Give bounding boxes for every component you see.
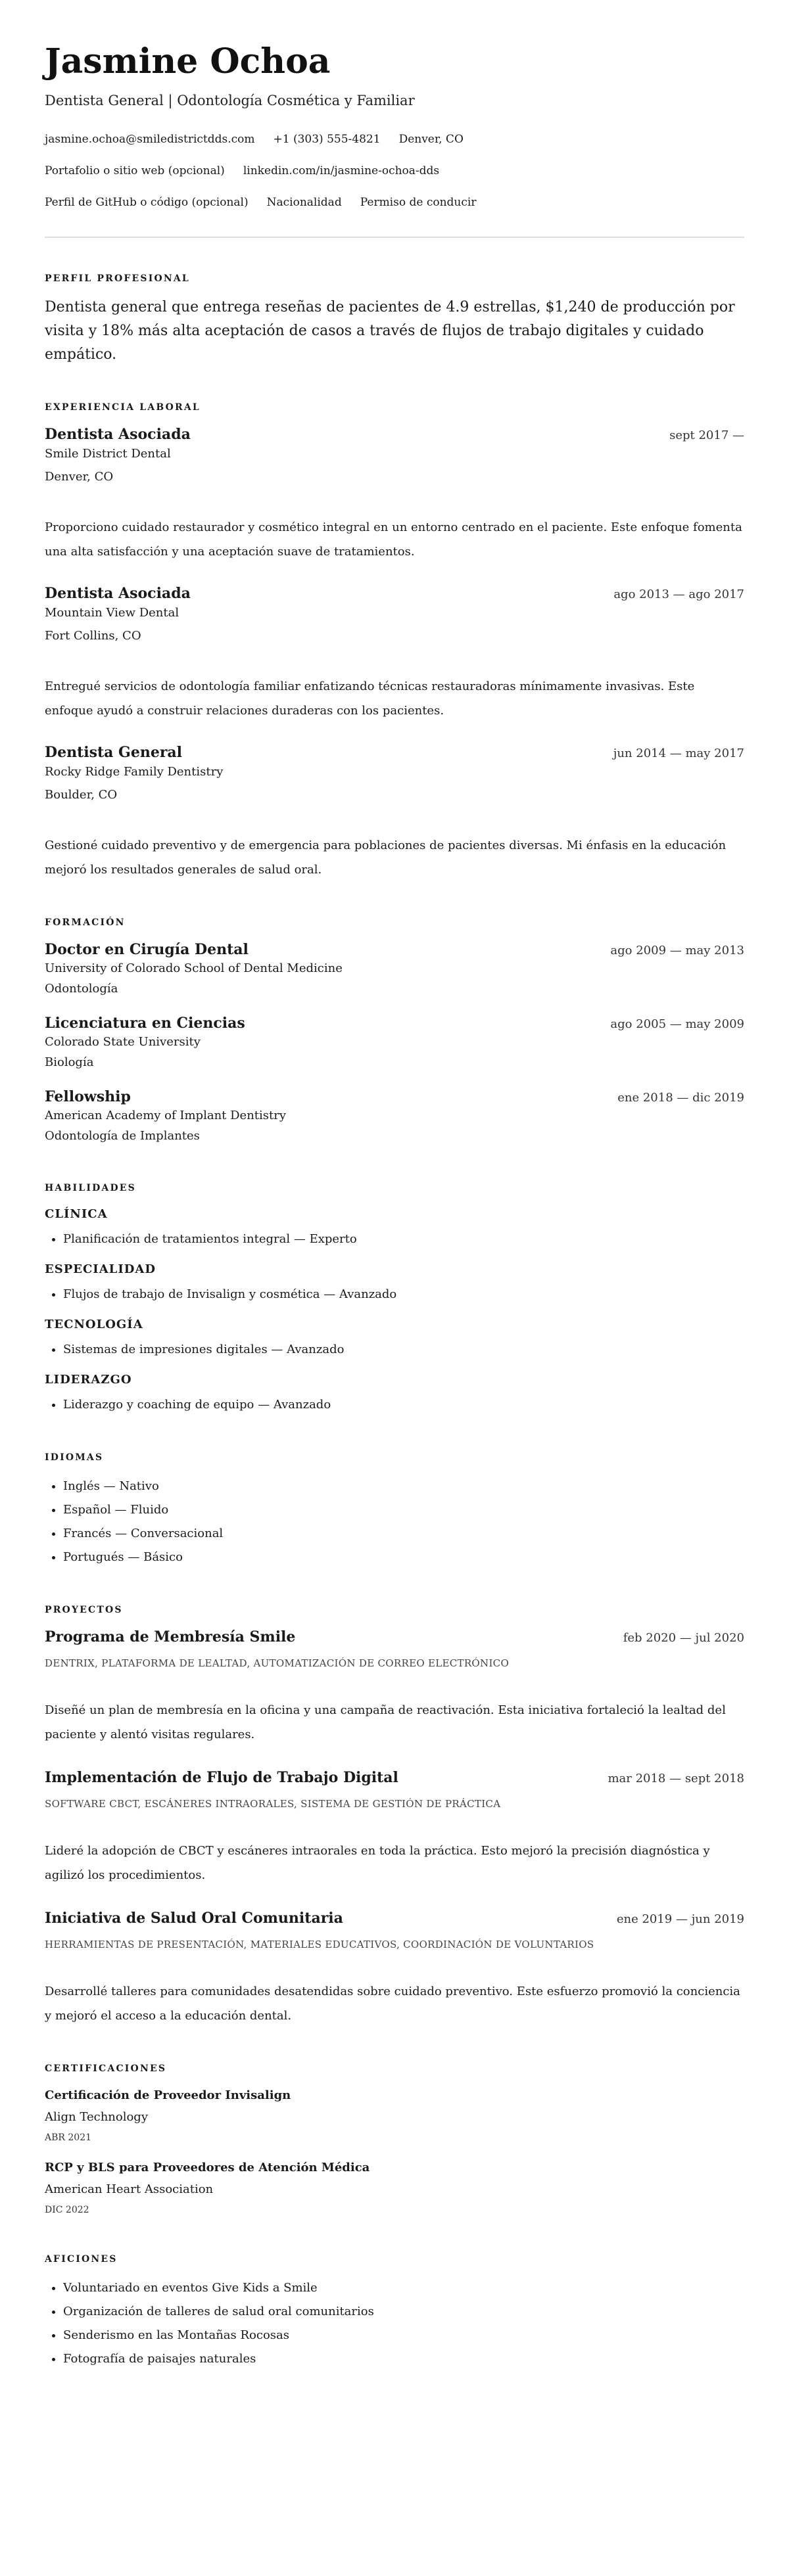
project-title: Programa de Membresía Smile: [45, 1628, 296, 1645]
education-header: [45, 1013, 744, 1033]
language-item: • Inglés — Nativo: [63, 1475, 744, 1498]
contact-link[interactable]: jasmine.ochoa@smiledistrictdds.com: [45, 133, 255, 146]
project-description: Desarrollé talleres para comunidades desatendidas sobre cuidado preventivo. Este esfuerzo promovió la conciencia y mejoró el acceso a la educación dental.: [45, 1985, 740, 2023]
certification-entry: [45, 2158, 744, 2219]
candidate-name: Jasmine Ochoa: [45, 41, 331, 81]
project-dates: feb 2020 — jul 2020: [623, 1631, 744, 1645]
school-name: University of Colorado School of Dental Medicine: [45, 961, 343, 975]
section-heading: FORMACIÓN: [45, 917, 126, 928]
summary-text: Dentista general que entrega reseñas de pacientes de 4.9 estrellas, $1,240 de producción por visita y 18% más alta aceptación de casos a través de flujos de trabajo digitales y cuidado empático.: [45, 299, 735, 363]
contact-link[interactable]: Perfil de GitHub o código (opcional): [45, 196, 249, 209]
contact-row: [45, 124, 744, 155]
candidate-headline: Dentista General | Odontología Cosmética y Familiar: [45, 93, 415, 108]
job-header: [45, 425, 744, 444]
job-header: [45, 743, 744, 762]
contact-link[interactable]: Portafolio o sitio web (opcional): [45, 164, 225, 177]
job-location: Denver, CO: [45, 470, 114, 484]
section-heading: IDIOMAS: [45, 1452, 104, 1463]
education-entry: [45, 940, 744, 1000]
skill-item: • Planificación de tratamientos integral — Experto: [63, 1228, 744, 1251]
education-dates: ene 2018 — dic 2019: [617, 1091, 744, 1105]
field-of-study: Odontología de Implantes: [45, 1129, 200, 1143]
hobbies-list: [45, 2276, 744, 2371]
job-description: Entregué servicios de odontología familiar enfatizando técnicas restauradoras mínimamente invasivas. Este enfoque ayudó a construir relaciones duraderas con los pacientes.: [45, 679, 695, 718]
job-company: Smile District Dental: [45, 447, 171, 461]
hobby-item: • Senderismo en las Montañas Rocosas: [63, 2324, 744, 2347]
job-company: Mountain View Dental: [45, 606, 179, 620]
skill-items: [45, 1338, 744, 1362]
job-dates: ago 2013 — ago 2017: [613, 587, 744, 601]
project-header: [45, 1768, 744, 1787]
degree-title: Fellowship: [45, 1088, 131, 1105]
project-entry: [45, 1908, 744, 2028]
project-dates: ene 2019 — jun 2019: [616, 1912, 744, 1926]
contact-item: Nacionalidad: [266, 196, 342, 209]
certification-title: Certificación de Proveedor Invisalign: [45, 2088, 291, 2102]
job-company: Rocky Ridge Family Dentistry: [45, 765, 224, 779]
skill-item: • Sistemas de impresiones digitales — Avanzado: [63, 1338, 744, 1362]
projects-section: [45, 1603, 744, 2028]
certification-issuer: Align Technology: [45, 2110, 148, 2124]
education-header: [45, 1087, 744, 1107]
contact-item: Permiso de conducir: [360, 196, 477, 209]
job-dates: sept 2017 —: [669, 428, 744, 442]
certifications-section: [45, 2062, 744, 2219]
skills-section: [45, 1182, 744, 1417]
education-dates: ago 2005 — may 2009: [610, 1017, 744, 1031]
education-entry: [45, 1013, 744, 1074]
experience-list: [45, 425, 744, 882]
skill-category: CLÍNICA: [45, 1207, 108, 1221]
languages-section: [45, 1451, 744, 1569]
project-title: Iniciativa de Salud Oral Comunitaria: [45, 1910, 343, 1927]
section-heading: PERFIL PROFESIONAL: [45, 273, 190, 284]
section-heading: CERTIFICACIONES: [45, 2063, 167, 2074]
contact-info: [45, 124, 744, 218]
projects-list: [45, 1627, 744, 2028]
experience-section: [45, 401, 744, 882]
skills-list: [45, 1205, 744, 1417]
skill-items: [45, 1393, 744, 1417]
project-technologies: HERRAMIENTAS DE PRESENTACIÓN, MATERIALES EDUCATIVOS, COORDINACIÓN DE VOLUNTARIOS: [45, 1939, 594, 1950]
skill-category: LIDERAZGO: [45, 1373, 132, 1387]
job-location: Fort Collins, CO: [45, 629, 141, 643]
education-section: [45, 916, 744, 1147]
resume-header: [45, 41, 744, 218]
skill-category: ESPECIALIDAD: [45, 1262, 156, 1276]
job-location: Boulder, CO: [45, 788, 118, 802]
job-title: Dentista Asociada: [45, 585, 191, 602]
languages-list: [45, 1475, 744, 1569]
education-entry: [45, 1087, 744, 1147]
section-heading: HABILIDADES: [45, 1183, 136, 1193]
project-entry: [45, 1627, 744, 1747]
field-of-study: Odontología: [45, 982, 118, 996]
contact-link[interactable]: linkedin.com/in/jasmine-ochoa-dds: [243, 164, 440, 177]
job-entry: [45, 584, 744, 723]
header-divider: [45, 237, 744, 238]
certification-issuer: American Heart Association: [45, 2182, 214, 2196]
certification-title: RCP y BLS para Proveedores de Atención Médica: [45, 2161, 370, 2174]
job-header: [45, 584, 744, 603]
certification-date: DIC 2022: [45, 2205, 89, 2215]
summary-section: [45, 272, 744, 367]
language-item: • Español — Fluido: [63, 1498, 744, 1522]
project-description: Diseñé un plan de membresía en la oficina y una campaña de reactivación. Esta iniciativa fortaleció la lealtad del paciente y alentó visitas regulares.: [45, 1703, 726, 1741]
contact-item: Denver, CO: [398, 133, 464, 146]
project-header: [45, 1627, 744, 1647]
contact-row: [45, 155, 744, 187]
skill-item: • Flujos de trabajo de Invisalign y cosmética — Avanzado: [63, 1283, 744, 1306]
skill-items: [45, 1228, 744, 1251]
hobbies-section: [45, 2253, 744, 2371]
hobby-item: • Organización de talleres de salud oral comunitarios: [63, 2300, 744, 2324]
job-description: Gestioné cuidado preventivo y de emergencia para poblaciones de pacientes diversas. Mi énfasis en la educación mejoró los resultados generales de salud oral.: [45, 839, 727, 877]
project-entry: [45, 1768, 744, 1887]
contact-row: [45, 187, 744, 218]
section-heading: PROYECTOS: [45, 1605, 123, 1615]
certification-date: ABR 2021: [45, 2132, 92, 2143]
project-header: [45, 1908, 744, 1928]
skill-category: TECNOLOGÍA: [45, 1318, 143, 1331]
job-entry: [45, 425, 744, 564]
project-dates: mar 2018 — sept 2018: [608, 1772, 744, 1785]
section-heading: AFICIONES: [45, 2254, 118, 2265]
language-item: • Francés — Conversacional: [63, 1522, 744, 1546]
education-dates: ago 2009 — may 2013: [610, 944, 744, 957]
project-technologies: DENTRIX, PLATAFORMA DE LEALTAD, AUTOMATIZACIÓN DE CORREO ELECTRÓNICO: [45, 1657, 510, 1669]
section-heading: EXPERIENCIA LABORAL: [45, 402, 201, 413]
skill-item: • Liderazgo y coaching de equipo — Avanzado: [63, 1393, 744, 1417]
skill-items: [45, 1283, 744, 1306]
project-technologies: SOFTWARE CBCT, ESCÁNERES INTRAORALES, SISTEMA DE GESTIÓN DE PRÁCTICA: [45, 1798, 501, 1810]
school-name: Colorado State University: [45, 1035, 201, 1049]
project-title: Implementación de Flujo de Trabajo Digital: [45, 1769, 398, 1786]
certification-entry: [45, 2086, 744, 2146]
school-name: American Academy of Implant Dentistry: [45, 1109, 287, 1122]
field-of-study: Biología: [45, 1055, 94, 1069]
job-dates: jun 2014 — may 2017: [613, 747, 744, 760]
hobby-item: • Fotografía de paisajes naturales: [63, 2347, 744, 2371]
job-entry: [45, 743, 744, 882]
contact-item: +1 (303) 555-4821: [273, 133, 381, 146]
certifications-list: [45, 2086, 744, 2219]
job-title: Dentista General: [45, 744, 183, 761]
job-description: Proporciono cuidado restaurador y cosmético integral en un entorno centrado en el paciente. Este enfoque fomenta una alta satisfacción y una aceptación suave de tratamientos.: [45, 520, 742, 559]
degree-title: Licenciatura en Ciencias: [45, 1015, 245, 1032]
project-description: Lideré la adopción de CBCT y escáneres intraorales en toda la práctica. Esto mejoró la precisión diagnóstica y agilizó los procedimientos.: [45, 1844, 710, 1882]
hobby-item: • Voluntariado en eventos Give Kids a Smile: [63, 2276, 744, 2300]
job-title: Dentista Asociada: [45, 426, 191, 443]
language-item: • Portugués — Básico: [63, 1546, 744, 1569]
degree-title: Doctor en Cirugía Dental: [45, 941, 249, 958]
education-header: [45, 940, 744, 959]
education-list: [45, 940, 744, 1147]
